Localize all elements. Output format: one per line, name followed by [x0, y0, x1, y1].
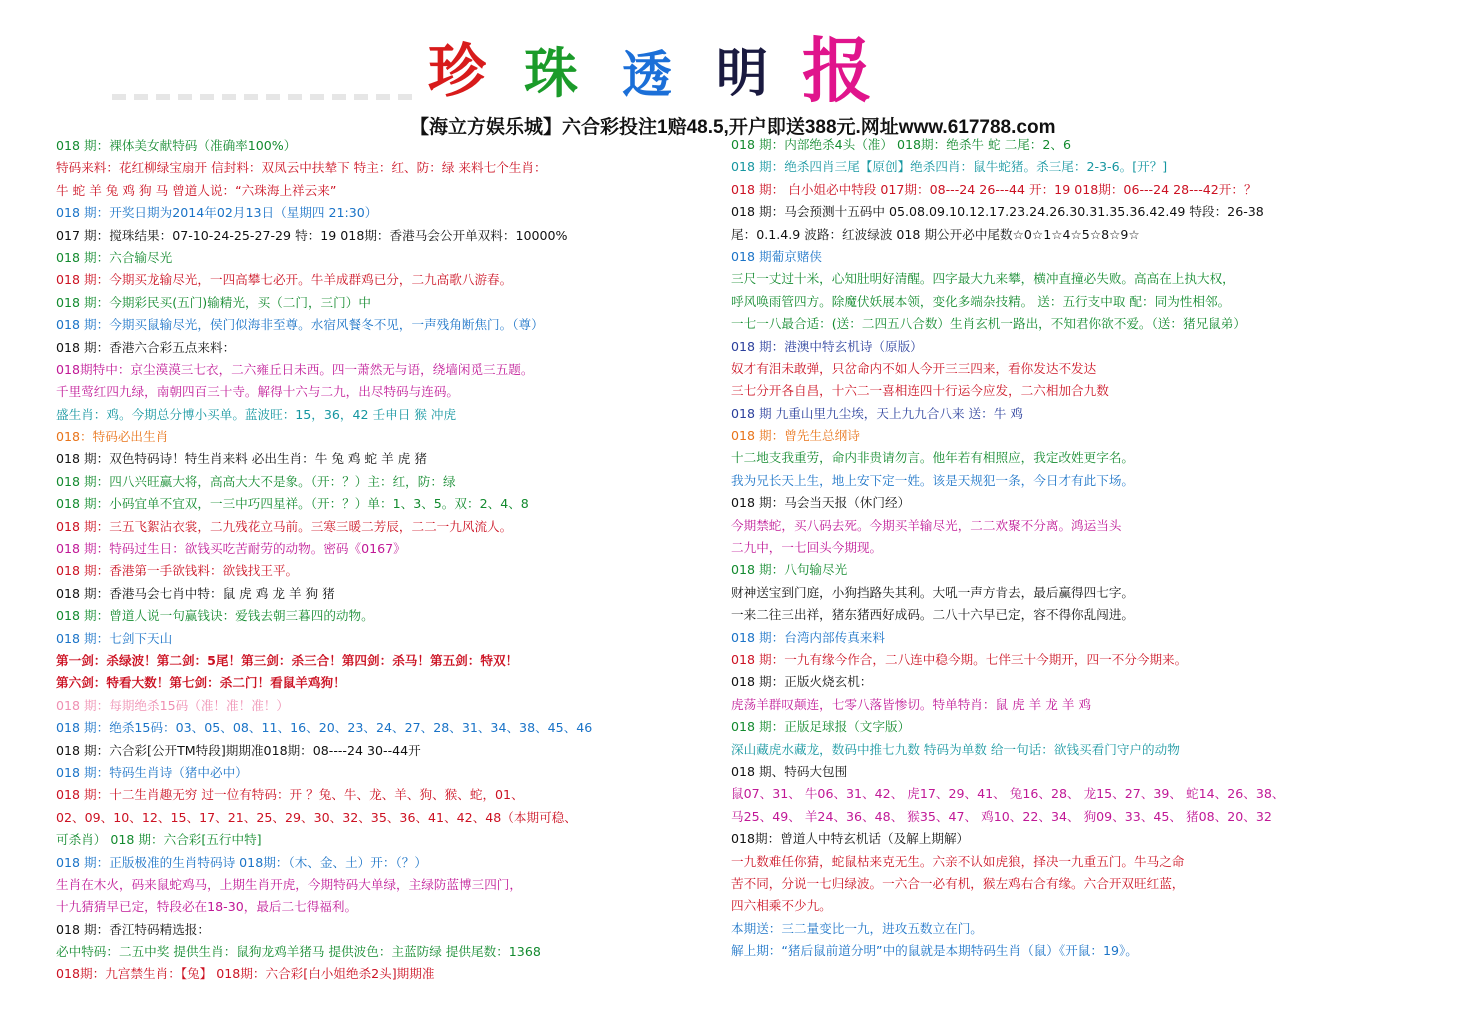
left-line: 017 期：搅珠结果：07-10-24-25-27-29 特：19 018期：香港马会公开单双料：10000% — [56, 227, 568, 243]
title-char-1: 珍 — [428, 37, 487, 105]
right-line: 虎荡羊群叹颠连，七零八落皆惨切。特单特肖：鼠 虎 羊 龙 羊 鸡 — [731, 696, 1092, 712]
left-line: 盛生肖：鸡。今期总分博小买单。蓝波旺：15，36，42 壬申日 猴 冲虎 — [56, 406, 457, 422]
right-line: 呼风唤雨管四方。除魔伏妖展本领，变化多端杂技精。 送：五行支中取 配：同为性相邻。 — [731, 293, 1231, 309]
left-line: 第六剑：特看大数！第七剑：杀二门！看鼠羊鸡狗！ — [56, 675, 346, 691]
right-line: 018 期：正版足球报（文字版） — [731, 719, 911, 735]
right-line: 018 期葡京赌侠 — [731, 248, 823, 264]
left-line: 特码来料：花红柳绿宝扇开 信封料：双凤云中扶辇下 特主：红、防：绿 来料七个生肖： — [56, 160, 547, 176]
left-line: 018期：九宫禁生肖：【兔】 018期：六合彩[白小姐绝杀2头]期期准 — [56, 966, 435, 982]
right-line: 财神送宝到门庭，小狗挡路失其利。大吼一声方肯去，最后赢得四七字。 — [731, 584, 1134, 600]
right-line: 今期禁蛇，买八码去死。今期买羊输尽光，二二欢聚不分离。鸿运当头 — [731, 517, 1122, 533]
right-line: 018 期：马会当天报（休门经） — [731, 495, 911, 511]
left-line: 018 期：双色特码诗！特生肖来料 必出生肖：牛 兔 鸡 蛇 羊 虎 猪 — [56, 451, 427, 467]
left-line: 018 期：今期买龙输尽光，一四高攀七必开。牛羊成群鸡已分，二九高歌八游春。 — [56, 272, 513, 288]
title-char-5: 报 — [802, 29, 872, 112]
right-line: 一七一八最合适：(送：二四五八合数）生肖玄机一路出，不知君你欲不爱。（送：猪兄鼠弟） — [731, 316, 1246, 332]
left-line: 018 期：特码生肖诗（猪中必中） — [56, 764, 248, 780]
right-line: 尾：0.1.4.9 波路：红波绿波 018 期公开必中尾数☆0☆1☆4☆5☆8☆9☆ — [731, 226, 1140, 242]
right-line: 解上期：“猪后鼠前道分明”中的鼠就是本期特码生肖（鼠）《开鼠：19》。 — [731, 943, 1138, 959]
left-line: 牛 蛇 羊 兔 鸡 狗 马 曾道人说：“六珠海上祥云来” — [56, 182, 337, 198]
left-line: 018 期：小码宜单不宜双，一三中巧四星祥。（开：？）单：1、3、5。双：2、4、8 — [56, 496, 529, 512]
right-line: 018 期：内部绝杀4头（准） 018期：绝杀牛 蛇 二尾：2、6 — [731, 137, 1072, 152]
right-line: 鼠07、31、 牛06、31、42、 虎17、29、41、 兔16、28、 龙15、27、39、 蛇14、26、38、 — [731, 786, 1285, 802]
left-line: 018 期：今期彩民买(五门)输精光，买（二门，三门）中 — [56, 294, 371, 310]
right-line: 奴才有泪未敢弹，只岔命内不如人今开三三四来，看你发达不发达 — [731, 360, 1097, 376]
left-line: 018 期：特码过生日：欲钱买吃苦耐劳的动物。密码《0167》 — [56, 541, 406, 557]
right-line: 018 期：曾先生总纲诗 — [731, 428, 860, 444]
left-column — [56, 135, 721, 986]
left-line: 018 期：香港六合彩五点来料： — [56, 339, 236, 355]
right-line: 018期：曾道人中特玄机话（及解上期解） — [731, 831, 970, 847]
right-line: 018 期、特码大包围 — [731, 763, 848, 779]
right-line: 018 期：台湾内部传真来料 — [731, 629, 885, 645]
right-line: 018 期：绝杀四肖三尾【原创】绝杀四肖：鼠牛蛇猪。杀三尾：2-3-6。[开？] — [731, 159, 1168, 175]
left-line: 十九猜猜早已定，特段必在18-30，最后二七得福利。 — [56, 899, 358, 915]
left-line: 018期特中：京尘漠漠三七衣，二六雍丘日未西。四一萧然无与语，绕墙闲觅三五题。 — [56, 361, 534, 377]
right-line: 018 期 九重山里九尘埃，天上九九合八来 送：牛 鸡 — [731, 405, 1023, 421]
left-line: 可杀肖） 018 期：六合彩[五行中特] — [56, 832, 262, 848]
left-line: 018 期：香港第一手欲钱料：欲钱找王平。 — [56, 563, 299, 579]
right-line: 十二地支我重劳，命内非贵请勿言。他年若有相照应，我定改姓更字名。 — [731, 450, 1134, 466]
masthead — [420, 29, 900, 114]
right-line: 苦不同，分说一七归绿波。一六合一必有机，猴左鸡右合有缘。六合开双旺红蓝， — [731, 875, 1185, 891]
left-line: 018 期：香江特码精选报： — [56, 921, 210, 937]
left-line: 018 期：香港马会七肖中特：鼠 虎 鸡 龙 羊 狗 猪 — [56, 585, 335, 601]
right-line: 一九数难任你猜，蛇鼠枯来克无生。六亲不认如虎狼，择决一九重五门。牛马之命 — [731, 853, 1185, 869]
left-line: 018 期：四八兴旺赢大将，高高大大不是象。（开：？）主：红，防：绿 — [56, 473, 456, 489]
right-line: 018 期：港澳中特玄机诗（原版） — [731, 338, 923, 354]
left-line: 第一剑：杀绿波！第二剑：5尾！第三剑：杀三合！第四剑：杀马！第五剑：特双！ — [56, 652, 519, 668]
right-line: 我为兄长天上生，地上安下定一姓。该是天规犯一条，今日才有此下场。 — [731, 472, 1134, 488]
title-char-4: 明 — [716, 43, 769, 104]
right-line: 018 期：一九有缘今作合，二八连中稳今期。七伴三十今期开，四一不分今期来。 — [731, 651, 1188, 667]
right-column — [731, 134, 1446, 962]
left-line: 018 期：曾道人说一句赢钱诀：爱钱去朝三暮四的动物。 — [56, 608, 374, 624]
right-line: 018 期：八句输尽光 — [731, 562, 848, 578]
left-line: 千里莺红四九绿，南朝四百三十寺。解得十六与二九，出尽特码与连码。 — [56, 384, 459, 400]
left-line: 018 期：裸体美女献特码（准确率100%） — [56, 138, 297, 153]
left-line: 018 期：三五飞絮沾衣裳，二九残花立马前。三寒三暖二芳辰，二二一九风流人。 — [56, 518, 513, 534]
left-line: 018：特码必出生肖 — [56, 429, 169, 445]
left-line: 018 期：每期绝杀15码（准！准！准！） — [56, 697, 289, 713]
title-char-2: 珠 — [524, 41, 578, 105]
right-line: 三尺一丈过十米，心知肚明好清醒。四字最大九来攀，横冲直撞必失败。高高在上执大权， — [731, 271, 1235, 287]
left-line: 018 期：开奖日期为2014年02月13日（星期四 21:30） — [56, 205, 378, 221]
left-line: 018 期：正版极准的生肖特码诗 018期：（木、金、土）开：（？） — [56, 854, 427, 870]
right-line: 四六相乘不少九。 — [731, 898, 832, 914]
left-line: 018 期：今期买鼠输尽光，侯门似海非至尊。水宿风餐冬不见，一声残角断焦门。（尊） — [56, 317, 544, 333]
left-line: 018 期：六合输尽光 — [56, 249, 173, 265]
left-line: 02、09、10、12、15、17、21、25、29、30、32、35、36、41、42、48（本期可稳、 — [56, 809, 577, 825]
left-line: 018 期：七剑下天山 — [56, 630, 173, 646]
ad-banner[interactable]: 【海立方娱乐城】六合彩投注1赔48.5,开户即送388元.网址www.617788.com — [410, 117, 1056, 138]
title-char-3: 透 — [622, 45, 672, 104]
right-line: 本期送：三二量变比一九，进攻五数立在门。 — [731, 920, 983, 936]
left-line: 018 期：十二生肖趣无穷 过一位有特码：开 ？兔、牛、龙、羊、狗、猴、蛇，01、 — [56, 787, 524, 803]
right-line: 二九中，一七回头今期现。 — [731, 540, 883, 556]
right-line: 马25、49、 羊24、36、48、 猴35、47、 鸡10、22、34、 狗09、33、45、 猪08、20、32 — [731, 808, 1272, 824]
right-line: 018 期： 白小姐必中特段 017期：08---24 26---44 开：19 018期：06---24 28---42开：？ — [731, 181, 1257, 197]
right-line: 三七分开各自昌，十六二一喜相连四十行运今应发，二六相加合九数 — [731, 383, 1109, 399]
right-line: 深山藏虎水藏龙，数码中推七九数 特码为单数 给一句话：欲钱买看门守户的动物 — [731, 741, 1180, 757]
left-line: 必中特码：二五中奖 提供生肖：鼠狗龙鸡羊猪马 提供波色：主蓝防绿 提供尾数：1368 — [56, 944, 541, 960]
right-line: 018 期：正版火烧玄机： — [731, 674, 873, 690]
right-line: 018 期：马会预测十五码中 05.08.09.10.12.17.23.24.26.30.31.35.36.42.49 特段：26-38 — [731, 204, 1264, 220]
left-line: 生肖在木火，码来鼠蛇鸡马，上期生肖开虎，今期特码大单绿，主绿防蓝博三四门， — [56, 876, 522, 892]
faint-decoration — [112, 94, 412, 100]
left-line: 018 期：六合彩[公开TM特段]期期准018期：08----24 30--44开 — [56, 742, 421, 758]
left-line: 018 期：绝杀15码：03、05、08、11、16、20、23、24、27、28、31、34、38、45、46 — [56, 720, 593, 736]
right-line: 一来二往三出祥，猪东猪西好成码。二八十六早已定，容不得你乱闯进。 — [731, 607, 1134, 623]
